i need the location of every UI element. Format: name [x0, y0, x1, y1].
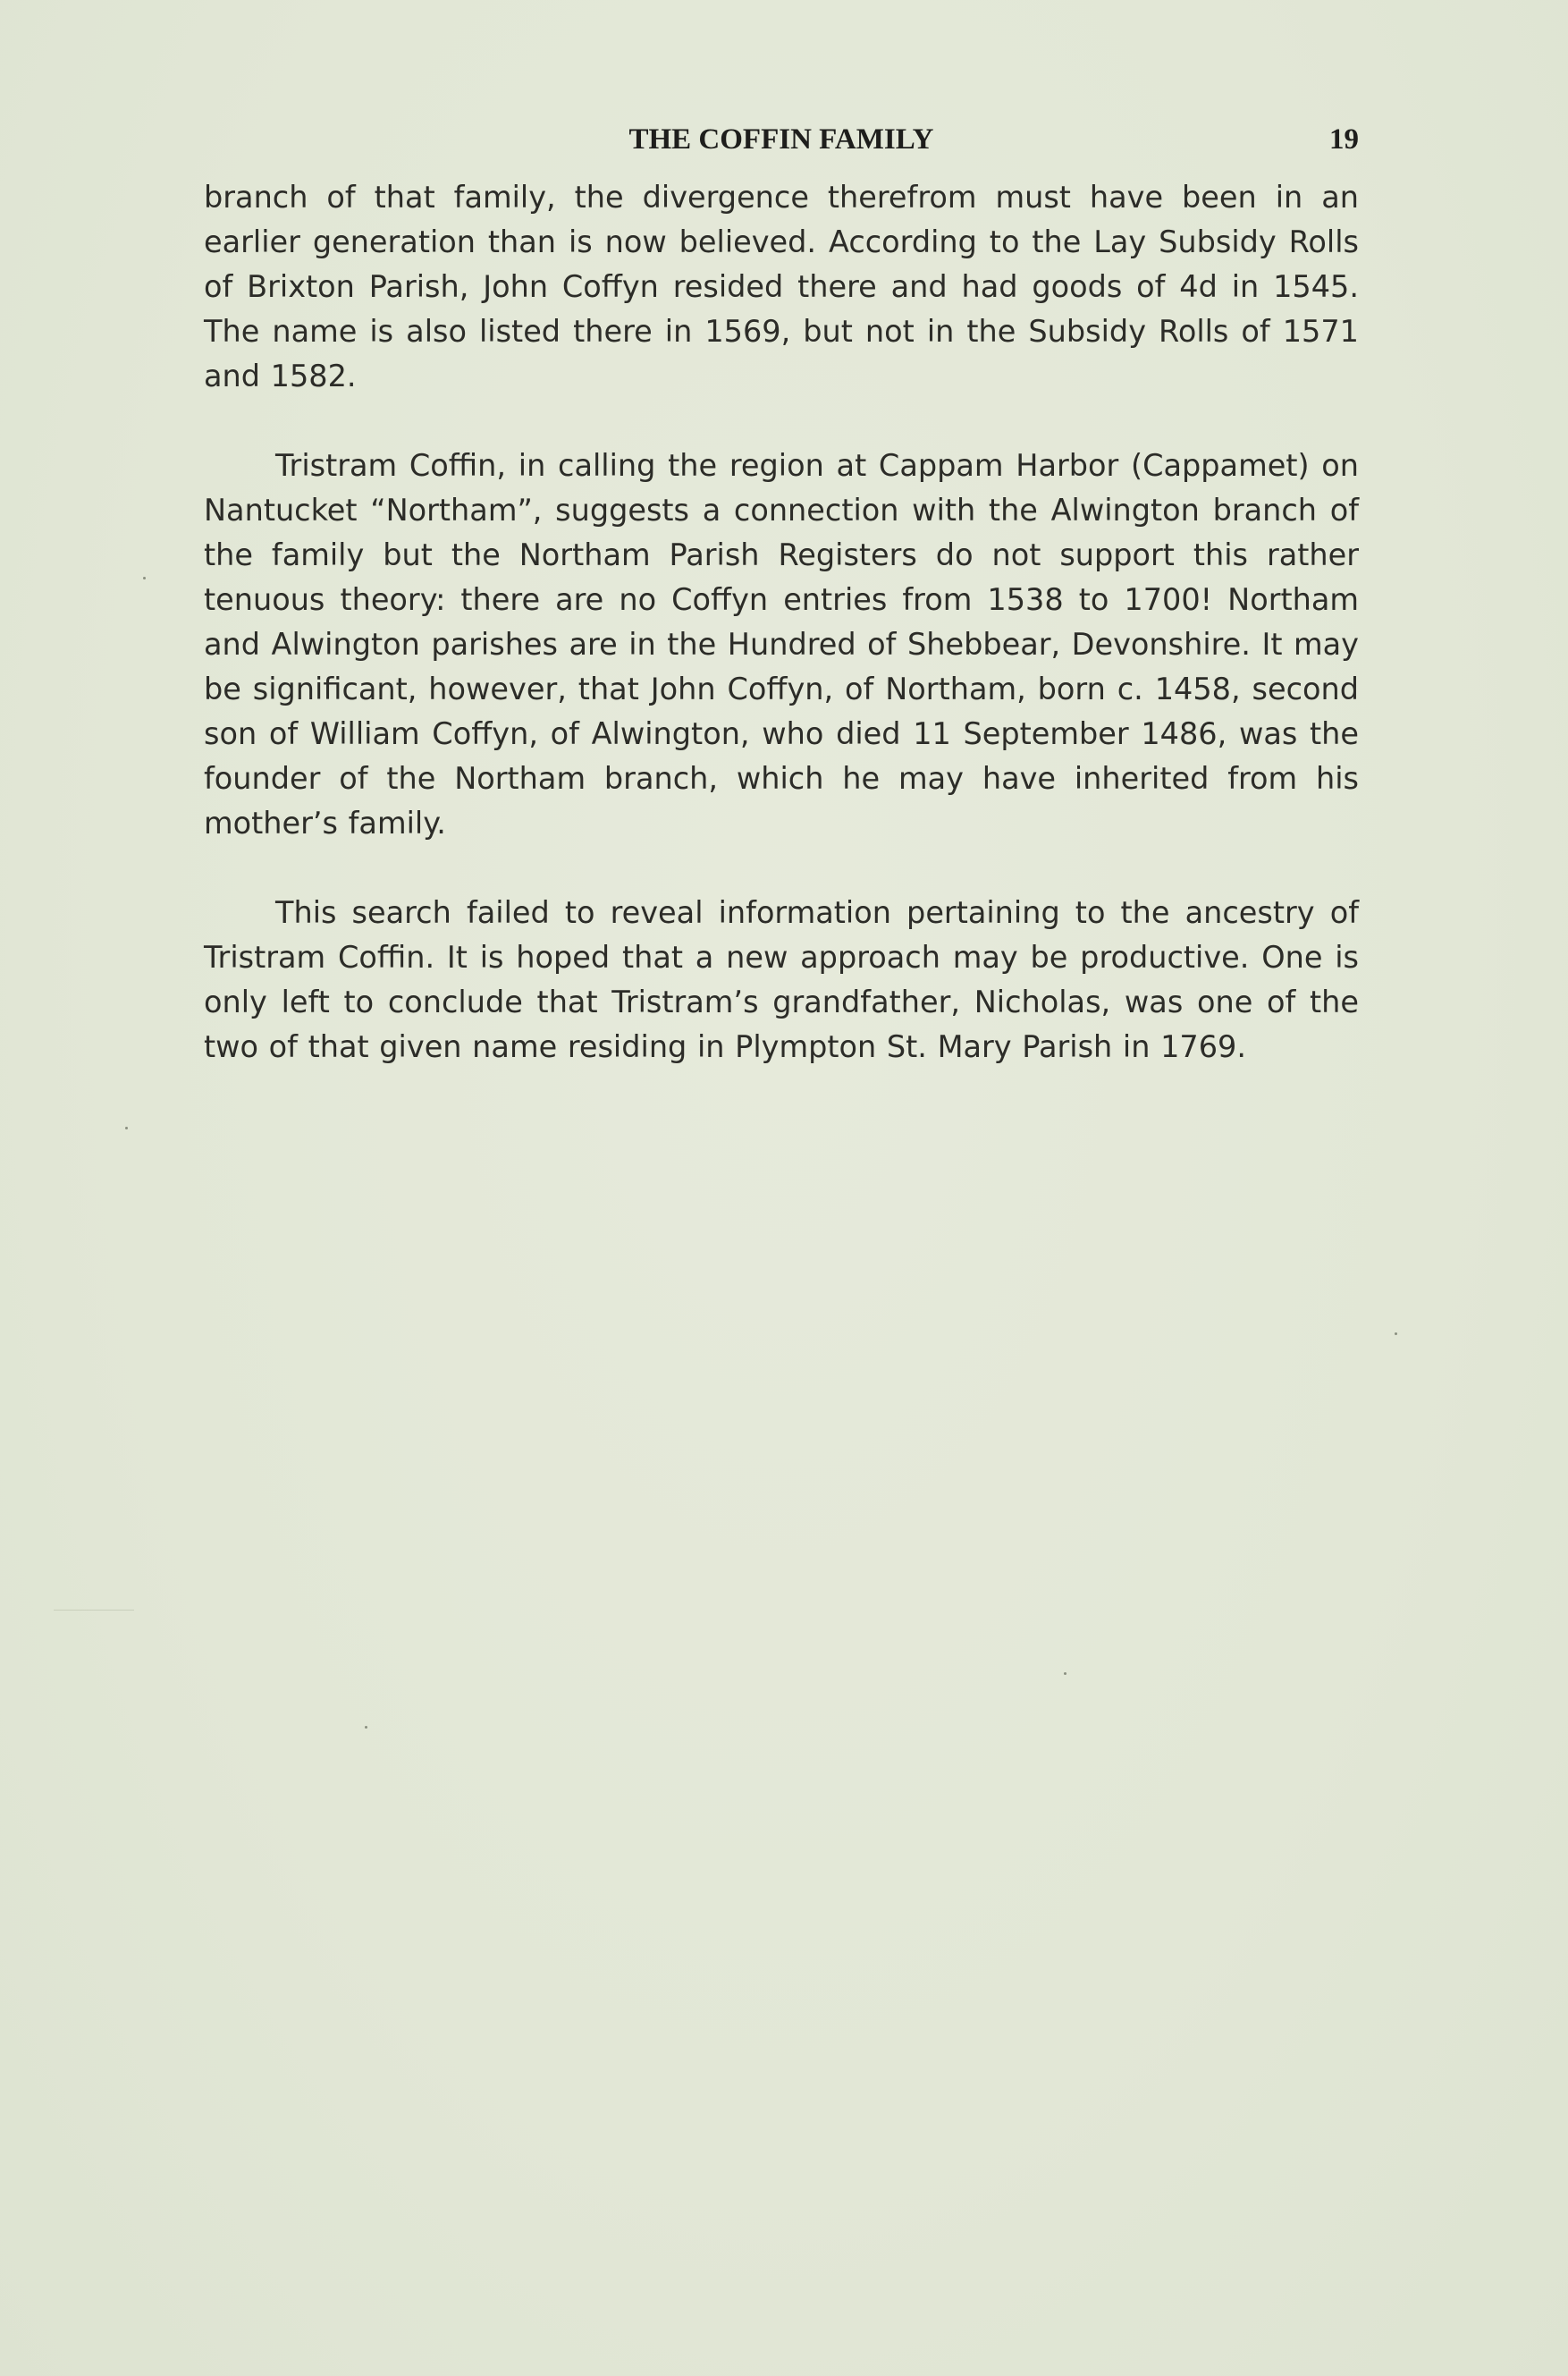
- paper-crease: [54, 1610, 134, 1611]
- paper-speck: [143, 577, 146, 579]
- running-header: [204, 123, 1359, 165]
- running-title: THE COFFIN FAMILY: [628, 123, 934, 156]
- paragraph-continuation: branch of that family, the divergence therefrom must have been in an earlier generation than is now believed. According to the Lay Subsidy Rolls of Brixton Parish, John Coffyn resided there and had goods of 4d in 1545. The name is also listed there in 1569, but not in the Subsidy Rolls of 1571 and 1582.: [204, 180, 1359, 393]
- paragraph-northam: Tristram Coffin, in calling the region at Cappam Harbor (Cappamet) on Nantucket “Northam”, suggests a connection with the Alwington branch of the family but the Northam Parish Registers do not support this rather tenuous theory: there are no Coffyn entries from 1538 to 1700! Northam and Alwington parishes are in the Hundred of Shebbear, Devonshire. It may be significant, however, that John Coffyn, of Northam, born c. 1458, second son of William Coffyn, of Alwington, who died 11 September 1486, was the founder of the Northam branch, which he may have inherited from his mother’s family.: [204, 448, 1359, 841]
- paper-speck: [1064, 1672, 1066, 1675]
- paragraph-conclusion: This search failed to reveal information pertaining to the ancestry of Tristram Coffin. It is hoped that a new approach may be productive. One is only left to conclude that Tristram’s grandfather, Nicholas, was one of the two of that given name residing in Plympton St. Mary Parish in 1769.: [204, 895, 1359, 1064]
- paper-speck: [1395, 1332, 1397, 1335]
- page-number: 19: [1329, 123, 1359, 156]
- paper-speck: [125, 1127, 128, 1129]
- paper-speck: [365, 1726, 367, 1729]
- body-text: [204, 175, 1359, 1114]
